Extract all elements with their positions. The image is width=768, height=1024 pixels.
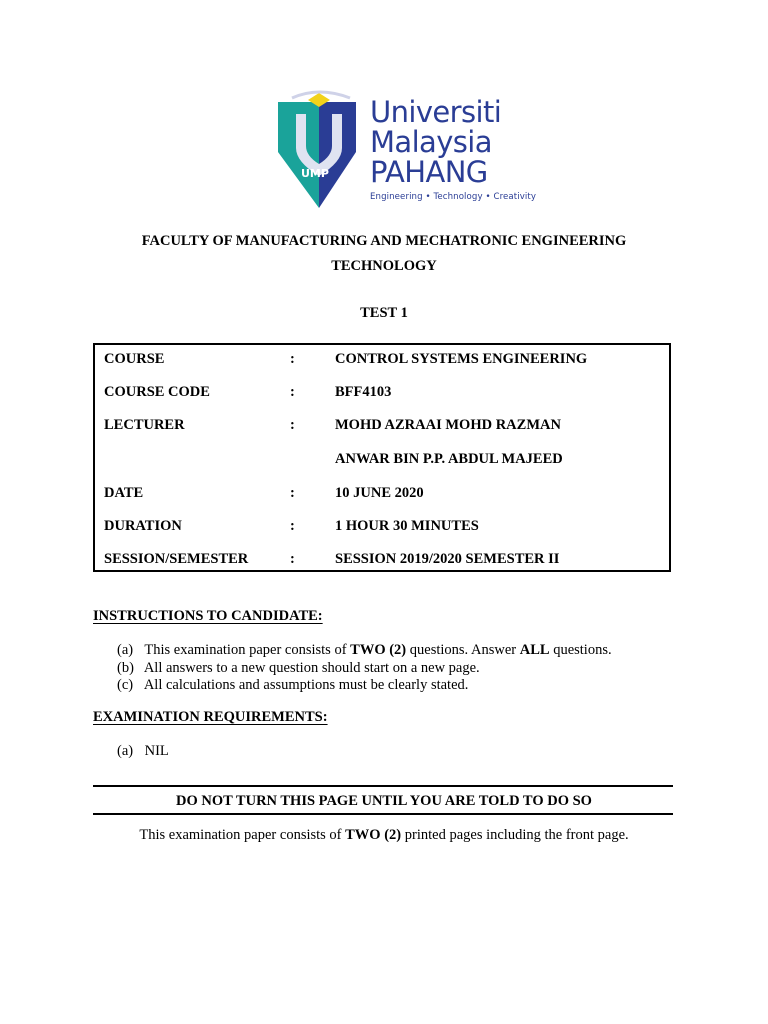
instructions-heading: INSTRUCTIONS TO CANDIDATE: [93,608,323,624]
info-colon: : [290,485,295,501]
ump-shield-icon [274,90,364,210]
ump-abbreviation: UMP [301,167,329,180]
item-text: questions. [549,642,612,658]
info-label: SESSION/SEMESTER [104,551,249,567]
info-colon: : [290,384,295,400]
test-title: TEST 1 [360,305,408,321]
info-value: CONTROL SYSTEMS ENGINEERING [335,351,588,367]
item-bold: TWO (2) [350,642,407,658]
instruction-item [117,660,612,678]
info-colon: : [290,417,295,433]
info-row-session [95,551,669,571]
info-value: 1 HOUR 30 MINUTES [335,518,479,534]
item-text: NIL [144,743,169,759]
university-tagline: Engineering • Technology • Creativity [370,192,537,202]
info-label: LECTURER [104,417,185,433]
warning-notice: DO NOT TURN THIS PAGE UNTIL YOU ARE TOLD TO DO SO [176,793,592,809]
footer-bold: TWO (2) [345,827,402,843]
info-row-date [95,485,669,505]
divider-top [93,785,673,787]
course-info-box [93,343,671,572]
info-row-course [95,351,669,371]
info-value: BFF4103 [335,384,392,400]
university-name-line1: Universiti [370,95,502,129]
university-name-line2: Malaysia [370,125,492,159]
info-row-lecturer [95,417,669,437]
info-colon: : [290,551,295,567]
divider-bottom [93,813,673,815]
footer-text: This examination paper consists of [139,827,346,843]
info-value: 10 JUNE 2020 [335,485,424,501]
item-text: All answers to a new question should start on a new page. [143,659,480,676]
info-value: SESSION 2019/2020 SEMESTER II [335,551,560,567]
item-text: All calculations and assumptions must be clearly stated. [143,677,469,693]
info-value: MOHD AZRAAI MOHD RAZMAN [335,417,561,433]
info-label: DURATION [104,518,182,534]
instruction-item [117,642,612,660]
university-name-line3: PAHANG [370,155,488,189]
faculty-line1: FACULTY OF MANUFACTURING AND MECHATRONIC ENGINEERING [141,233,627,249]
item-text: This examination paper consists of [144,642,351,658]
university-logo [274,90,537,210]
item-label: (a) [117,743,134,759]
info-row-duration [95,518,669,538]
item-label: (a) [117,642,134,658]
footer-text: printed pages including the front page. [401,827,629,843]
instruction-item [117,677,612,695]
info-colon: : [290,351,295,367]
item-text: questions. Answer [406,642,520,658]
info-row-lecturer-2 [95,451,669,471]
info-row-course-code [95,384,669,404]
faculty-line2: TECHNOLOGY [331,258,437,274]
faculty-heading [90,229,678,279]
item-label: (b) [117,659,134,676]
info-value: ANWAR BIN P.P. ABDUL MAJEED [335,451,563,467]
item-bold: ALL [519,642,550,658]
page-count-note [0,827,768,844]
item-label: (c) [117,677,134,693]
requirements-list [117,743,169,761]
instructions-list [117,642,612,695]
info-colon: : [290,518,295,534]
info-label: COURSE CODE [104,384,210,400]
requirements-heading: EXAMINATION REQUIREMENTS: [93,709,328,725]
info-label: COURSE [104,351,165,367]
info-label: DATE [104,485,144,501]
university-name [370,95,537,202]
requirement-item [117,743,169,761]
